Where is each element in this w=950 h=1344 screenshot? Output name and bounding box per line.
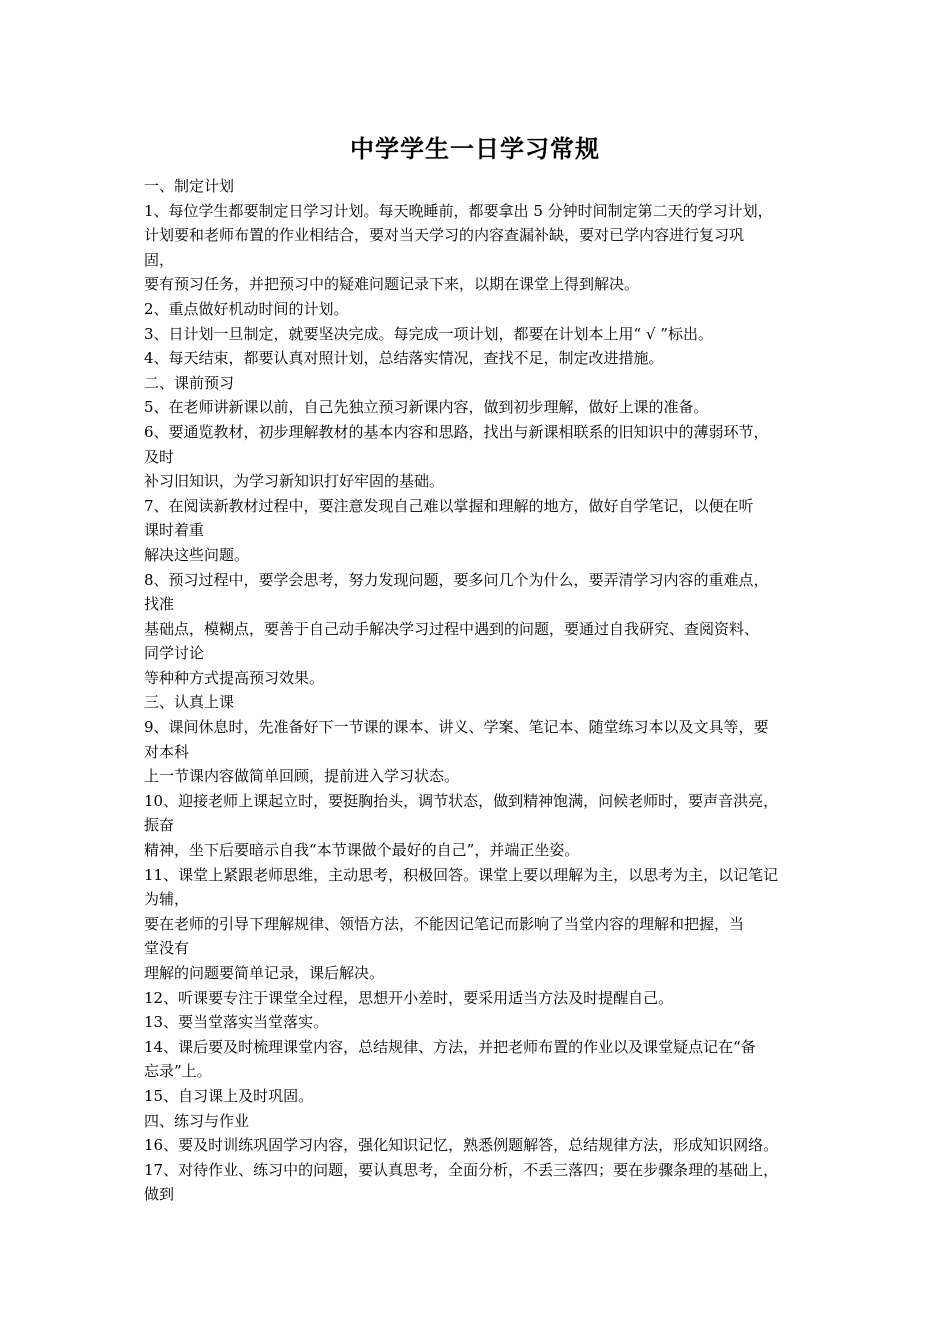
text-line: 堂没有: [144, 939, 190, 958]
text-line: 9、课间休息时，先准备好下一节课的课本、讲义、学案、笔记本、随堂练习本以及文具等，要: [144, 718, 769, 737]
text-line: 及时: [144, 447, 175, 466]
text-line: 忘录”上。: [144, 1062, 212, 1081]
text-line: 为辅，: [144, 890, 190, 909]
page-title: 中学学生一日学习常规: [350, 134, 600, 163]
document-body: [144, 174, 816, 1207]
text-line: 振奋: [144, 816, 175, 835]
text-line: 四、练习与作业: [144, 1111, 250, 1130]
text-line: 8、预习过程中，要学会思考，努力发现问题，要多问几个为什么，要弄清学习内容的重难点，: [144, 570, 769, 589]
text-line: 基础点，模糊点，要善于自己动手解决学习过程中遇到的问题，要通过自我研究、查阅资料、: [144, 619, 760, 638]
text-line: 4、每天结束，都要认真对照计划，总结落实情况，查找不足，制定改进措施。: [144, 349, 664, 368]
text-line: 做到: [144, 1185, 175, 1204]
text-line: 同学讨论: [144, 644, 205, 663]
text-line: 10、迎接老师上课起立时，要挺胸抬头，调节状态，做到精神饱满，问候老师时，要声音洪亮，: [144, 791, 779, 810]
text-line: 课时着重: [144, 521, 205, 540]
text-line: 16、要及时训练巩固学习内容，强化知识记忆，熟悉例题解答，总结规律方法，形成知识网络。: [144, 1136, 779, 1155]
text-line: 6、要通览教材，初步理解教材的基本内容和思路，找出与新课相联系的旧知识中的薄弱环节，: [144, 422, 769, 441]
text-line: 上一节课内容做简单回顾，提前进入学习状态。: [144, 767, 460, 786]
text-line: 对本科: [144, 742, 190, 761]
text-line: 固，: [144, 250, 175, 269]
text-line: 1、每位学生都要制定日学习计划。每天晚睡前，都要拿出 5 分钟时间制定第二天的学习计划，: [144, 201, 773, 220]
text-line: 计划要和老师布置的作业相结合，要对当天学习的内容查漏补缺，要对已学内容进行复习巩: [144, 226, 745, 245]
text-line: 13、要当堂落实当堂落实。: [144, 1013, 329, 1032]
text-line: 15、自习课上及时巩固。: [144, 1086, 314, 1105]
text-line: 等种种方式提高预习效果。: [144, 668, 325, 687]
text-line: 要在老师的引导下理解规律、领悟方法，不能因记笔记而影响了当堂内容的理解和把握，当: [144, 914, 745, 933]
text-line: 一、制定计划: [144, 177, 235, 195]
text-line: 14、课后要及时梳理课堂内容，总结规律、方法，并把老师布置的作业以及课堂疑点记在“备: [144, 1037, 756, 1056]
text-line: 11、课堂上紧跟老师思维，主动思考，积极回答。课堂上要以理解为主，以思考为主，以记笔记: [144, 865, 779, 884]
text-line: 二、课前预习: [144, 373, 235, 392]
text-line: 12、听课要专注于课堂全过程，思想开小差时，要采用适当方法及时提醒自己。: [144, 988, 674, 1007]
text-line: 解决这些问题。: [144, 545, 250, 564]
text-line: 精神，坐下后要暗示自我“本节课做个最好的自己”，并端正坐姿。: [144, 841, 580, 860]
text-line: 7、在阅读新教材过程中，要注意发现自己难以掌握和理解的地方，做好自学笔记，以便在听: [144, 496, 754, 515]
text-line: 三、认真上课: [144, 693, 235, 712]
text-line: 要有预习任务，并把预习中的疑难问题记录下来，以期在课堂上得到解决。: [144, 275, 640, 294]
text-line: 17、对待作业、练习中的问题，要认真思考，全面分析，不丢三落四；要在步骤条理的基础上，: [144, 1160, 779, 1179]
text-line: 补习旧知识，为学习新知识打好牢固的基础。: [144, 472, 445, 491]
text-line: 2、重点做好机动时间的计划。: [144, 299, 349, 318]
text-line: 5、在老师讲新课以前，自己先独立预习新课内容，做到初步理解，做好上课的准备。: [144, 398, 709, 417]
text-line: 3、日计划一旦制定，就要坚决完成。每完成一项计划，都要在计划本上用“ √ ”标出。: [144, 324, 713, 343]
text-line: 找准: [144, 595, 175, 614]
text-line: 理解的问题要简单记录，课后解决。: [144, 964, 385, 982]
